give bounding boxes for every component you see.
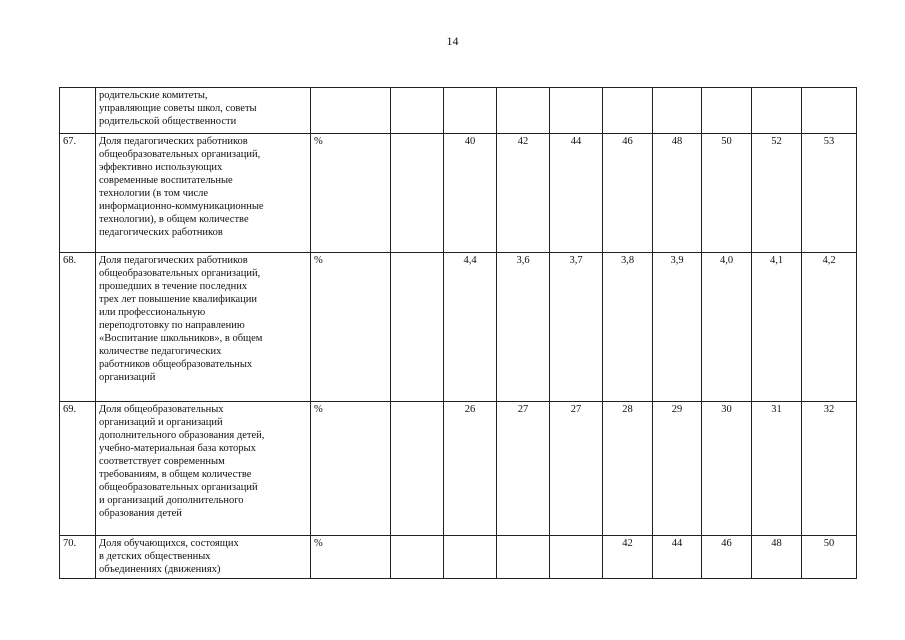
value-cell <box>391 402 444 536</box>
value-cell <box>444 88 497 134</box>
row-number: 69. <box>60 402 96 536</box>
table-row-continuation <box>60 88 857 134</box>
indicator-name: Доля обучающихся, состоящих в детских общественных объединениях (движениях) <box>96 536 311 579</box>
value-cell: 3,8 <box>603 253 653 402</box>
page-number: 14 <box>446 34 459 48</box>
value-cell: 44 <box>550 134 603 253</box>
value-cell <box>802 88 857 134</box>
value-cell: 3,6 <box>497 253 550 402</box>
value-cell: 50 <box>702 134 752 253</box>
value-cell: 27 <box>497 402 550 536</box>
value-cell: 48 <box>752 536 802 579</box>
value-cell: 26 <box>444 402 497 536</box>
value-cell <box>550 88 603 134</box>
value-cell: 42 <box>497 134 550 253</box>
value-cell <box>603 88 653 134</box>
value-cell <box>391 134 444 253</box>
value-cell: 27 <box>550 402 603 536</box>
value-cell: 4,4 <box>444 253 497 402</box>
value-cell: 31 <box>752 402 802 536</box>
value-cell <box>497 88 550 134</box>
value-cell <box>391 253 444 402</box>
row-number: 68. <box>60 253 96 402</box>
unit-cell: % <box>311 536 391 579</box>
row-number: 70. <box>60 536 96 579</box>
value-cell: 48 <box>653 134 702 253</box>
unit-cell: % <box>311 134 391 253</box>
value-cell: 42 <box>603 536 653 579</box>
value-cell: 46 <box>603 134 653 253</box>
value-cell <box>391 536 444 579</box>
value-cell <box>702 88 752 134</box>
value-cell: 40 <box>444 134 497 253</box>
table-row-69 <box>60 402 857 536</box>
value-cell <box>444 536 497 579</box>
table-row-70 <box>60 536 857 579</box>
value-cell: 4,0 <box>702 253 752 402</box>
value-cell <box>653 88 702 134</box>
row-number <box>60 88 96 134</box>
indicator-name: родительские комитеты, управляющие советы школ, советы родительской общественности <box>96 88 311 134</box>
value-cell: 4,2 <box>802 253 857 402</box>
value-cell: 50 <box>802 536 857 579</box>
unit-cell <box>311 88 391 134</box>
value-cell <box>550 536 603 579</box>
indicator-name: Доля педагогических работников общеобразовательных организаций, эффективно использующих современные воспитательные технологии (в том числе информационно-коммуникационные технологии), в общем количестве педагогических работников <box>96 134 311 253</box>
value-cell: 29 <box>653 402 702 536</box>
value-cell: 46 <box>702 536 752 579</box>
value-cell: 4,1 <box>752 253 802 402</box>
indicator-name: Доля педагогических работников общеобразовательных организаций, прошедших в течение последних трех лет повышение квалификации или профессиональную переподготовку по направлению «Воспитание школьников», в общем количестве педагогических работников общеобразовательных организаций <box>96 253 311 402</box>
value-cell: 32 <box>802 402 857 536</box>
value-cell: 44 <box>653 536 702 579</box>
indicators-table <box>59 87 857 579</box>
value-cell: 52 <box>752 134 802 253</box>
table-row-67 <box>60 134 857 253</box>
indicator-name: Доля общеобразовательных организаций и организаций дополнительного образования детей, учебно-материальная база которых соответствует современным требованиям, в общем количестве общеобразовательных организаций и организаций дополнительного образования детей <box>96 402 311 536</box>
value-cell <box>497 536 550 579</box>
unit-cell: % <box>311 253 391 402</box>
value-cell <box>391 88 444 134</box>
value-cell: 28 <box>603 402 653 536</box>
table-row-68 <box>60 253 857 402</box>
unit-cell: % <box>311 402 391 536</box>
value-cell: 30 <box>702 402 752 536</box>
value-cell: 3,7 <box>550 253 603 402</box>
value-cell <box>752 88 802 134</box>
row-number: 67. <box>60 134 96 253</box>
value-cell: 53 <box>802 134 857 253</box>
value-cell: 3,9 <box>653 253 702 402</box>
